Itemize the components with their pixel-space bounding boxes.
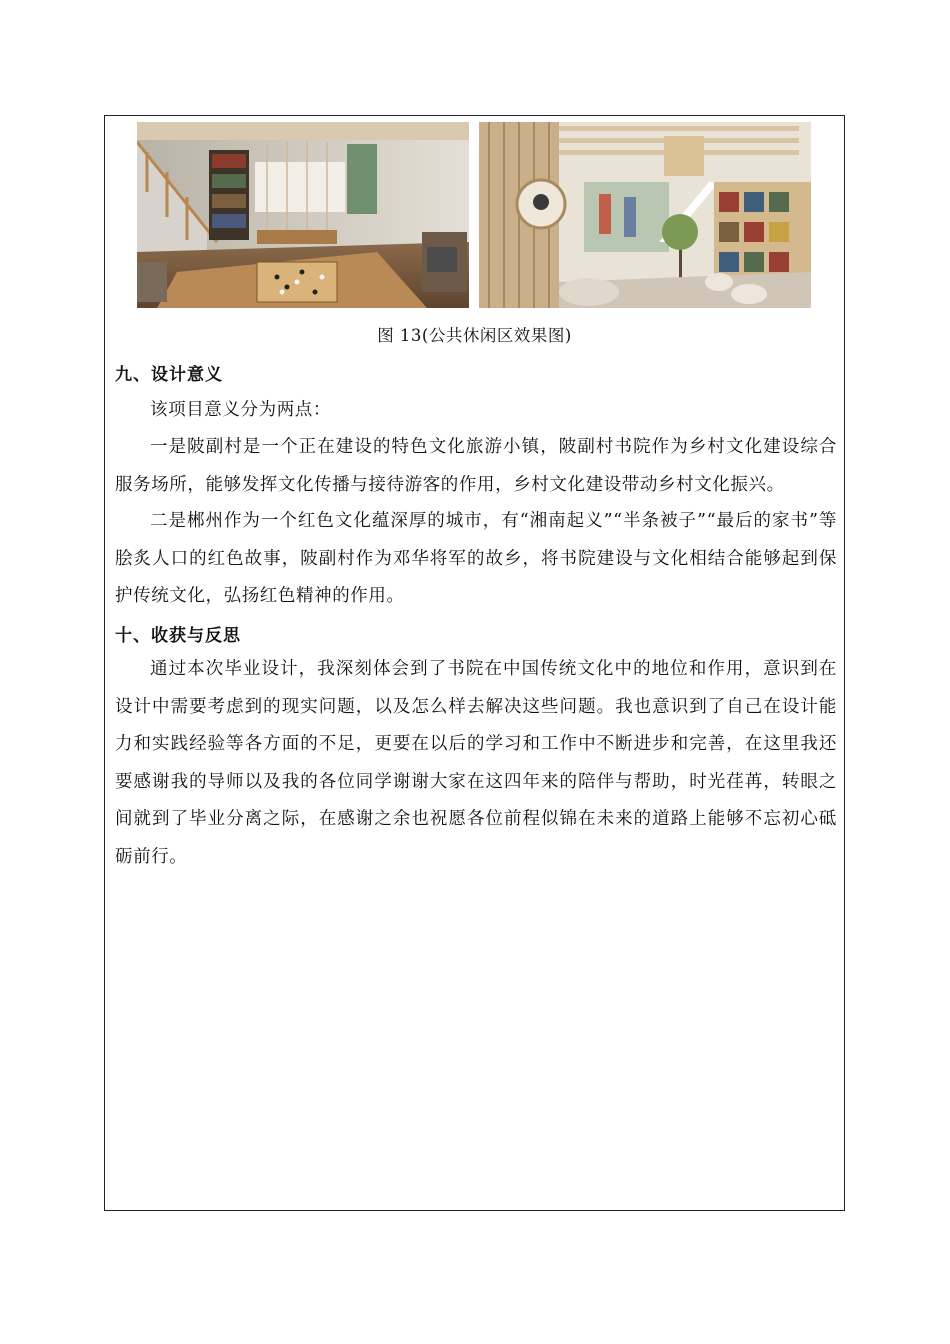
section-heading-design-significance: 九、设计意义	[115, 365, 223, 385]
library-render-image	[479, 122, 811, 308]
paragraph-point-one: 一是陂副村是一个正在建设的特色文化旅游小镇，陂副村书院作为乡村文化建设综合服务场所，能够发挥文化传播与接待游客的作用，乡村文化建设带动乡村文化振兴。	[115, 437, 837, 495]
figure-caption: 图 13(公共休闲区效果图)	[377, 326, 572, 345]
section-heading-reflection: 十、收获与反思	[115, 626, 241, 646]
paragraph-point-two: 二是郴州作为一个红色文化蕴深厚的城市，有“湘南起义”“半条被子”“最后的家书”等脍炙人口的红色故事，陂副村作为邓华将军的故乡，将书院建设与文化相结合能够起到保护传统文化，弘扬红色精神的作用。	[115, 511, 837, 607]
paragraph-reflection: 通过本次毕业设计，我深刻体会到了书院在中国传统文化中的地位和作用，意识到在设计中需要考虑到的现实问题，以及怎么样去解决这些问题。我也意识到了自己在设计能力和实践经验等各方面的不足，更要在以后的学习和工作中不断进步和完善，在这里我还要感谢我的导师以及我的各位同学谢谢大家在这四年来的陪伴与帮助，时光荏苒，转眼之间就到了毕业分离之际，在感谢之余也祝愿各位前程似锦在未来的道路上能够不忘初心砥砺前行。	[115, 659, 837, 867]
paragraph-intro: 该项目意义分为两点：	[150, 400, 331, 420]
lounge-render-image	[137, 122, 469, 308]
document-table-frame	[104, 115, 845, 1211]
